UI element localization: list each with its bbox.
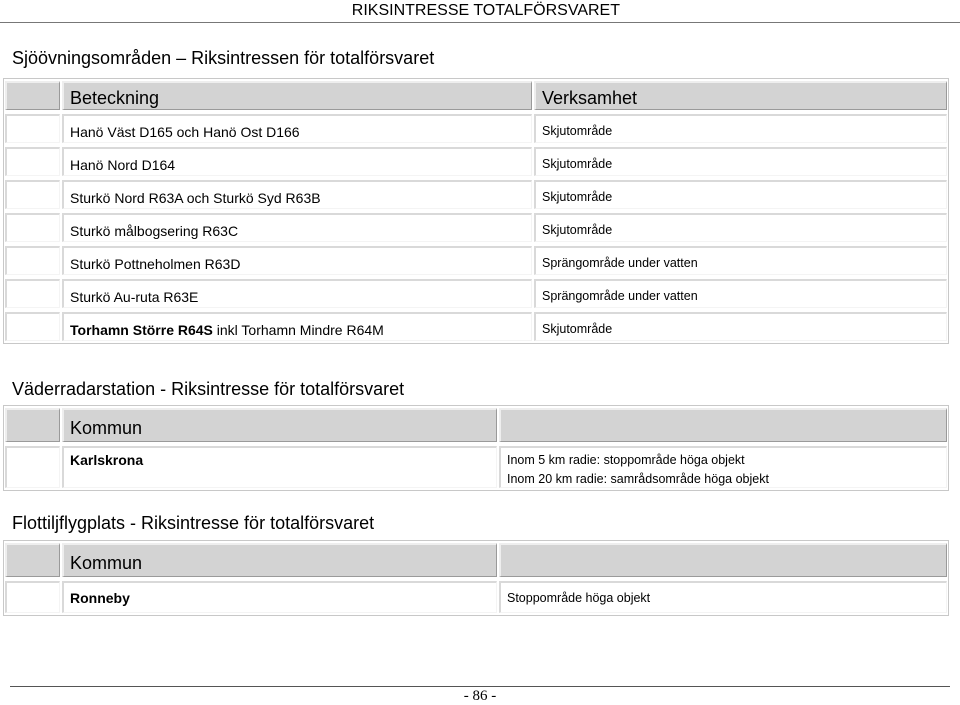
header-rule: [0, 22, 960, 23]
table-row: [4, 211, 948, 244]
row-activity: Skjutområde: [542, 322, 613, 336]
table-vaderradarstation: [3, 405, 949, 491]
section-title-vaderradarstation: Väderradarstation - Riksintresse för totalförsvaret: [12, 379, 405, 399]
section-title-sjoovningsomraden: Sjöövningsområden – Riksintressen för totalförsvaret: [12, 48, 435, 68]
header-cell-blank: [499, 543, 947, 577]
table-row: [4, 145, 948, 178]
row-activity: Skjutområde: [542, 157, 613, 171]
row-activity-line-1: Inom 5 km radie: stoppområde höga objekt: [507, 453, 745, 467]
footer-rule: [10, 686, 950, 687]
running-header: RIKSINTRESSE TOTALFÖRSVARET: [351, 2, 620, 19]
row-activity: Stoppområde höga objekt: [507, 591, 651, 605]
table-row: [4, 178, 948, 211]
row-kommun: Karlskrona: [70, 452, 144, 468]
table-row: [4, 244, 948, 277]
row-activity: Sprängområde under vatten: [542, 256, 698, 270]
page-number: - 86 -: [463, 688, 497, 704]
header-cell-empty: [5, 81, 60, 110]
table-row: [4, 444, 948, 490]
table-header-row: [4, 79, 948, 112]
header-cell-blank: [499, 408, 947, 442]
row-name: Hanö Nord D164: [70, 157, 176, 173]
row-name: Hanö Väst D165 och Hanö Ost D166: [70, 124, 300, 140]
row-activity: Sprängområde under vatten: [542, 289, 698, 303]
row-name: Sturkö Nord R63A och Sturkö Syd R63B: [70, 190, 321, 206]
table-row: [4, 277, 948, 310]
row-activity: Skjutområde: [542, 124, 613, 138]
table-flottiljflygplats: [3, 540, 949, 616]
row-name: Torhamn Större R64S inkl Torhamn Mindre R64M: [70, 322, 384, 338]
row-name: Sturkö Au-ruta R63E: [70, 289, 199, 305]
section-title-flottiljflygplats: Flottiljflygplats - Riksintresse för totalförsvaret: [12, 513, 375, 533]
row-name: Sturkö Pottneholmen R63D: [70, 256, 241, 272]
table-header-row: [4, 541, 948, 579]
table-sjoovningsomraden: [3, 78, 949, 344]
row-kommun: Ronneby: [70, 590, 130, 606]
table-row: [4, 310, 948, 343]
header-cell-beteckning: Beteckning: [62, 81, 532, 110]
row-activity-line-2: Inom 20 km radie: samrådsområde höga objekt: [507, 472, 769, 486]
header-cell-kommun: Kommun: [62, 408, 497, 442]
header-cell-kommun: Kommun: [62, 543, 497, 577]
header-cell-verksamhet: Verksamhet: [534, 81, 947, 110]
row-activity: Skjutområde: [542, 190, 613, 204]
row-activity: Skjutområde: [542, 223, 613, 237]
row-name: Sturkö målbogsering R63C: [70, 223, 239, 239]
table-row: [4, 112, 948, 145]
table-row: [4, 579, 948, 615]
table-header-row: [4, 406, 948, 444]
